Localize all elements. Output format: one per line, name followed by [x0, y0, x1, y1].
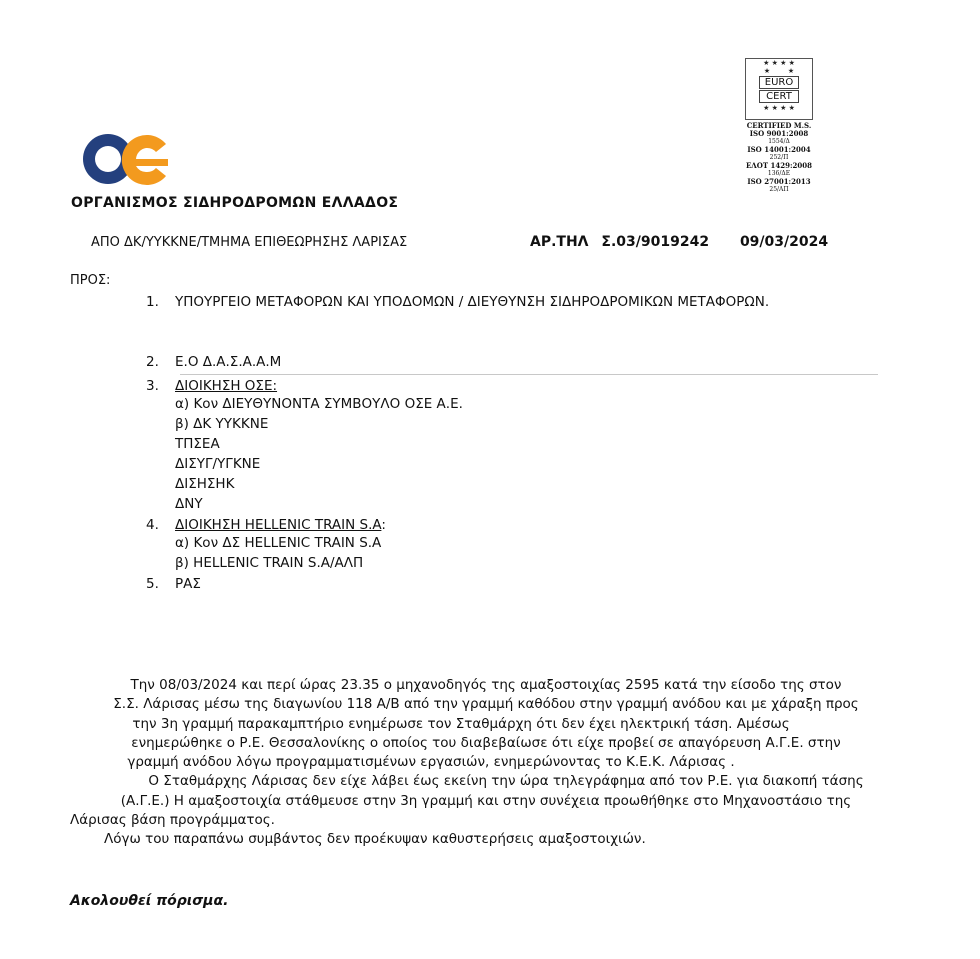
sender-line: ΑΠΟ ΔΚ/ΥΥΚΚΝΕ/ΤΜΗΜΑ ΕΠΙΘΕΩΡΗΣΗΣ ΛΑΡΙΣΑΣ [91, 235, 408, 250]
cert-line: 252/Π [769, 154, 789, 161]
recipient-subitem: β) HELLENIC TRAIN S.A/ΑΛΠ [175, 555, 364, 571]
to-label: ΠΡΟΣ: [70, 273, 111, 288]
recipient-number: 2. [146, 354, 159, 370]
stars-icon: ★ ★ ★ ★ [763, 104, 795, 112]
body-line: ενημερώθηκε ο Ρ.Ε. Θεσσαλονίκης ο οποίος του διαβεβαίωσε ότι είχε προβεί σε απαγόρευση Α.Γ.Ε. στην [131, 734, 841, 751]
recipient-subitem: ΔΝΥ [175, 496, 203, 512]
report-body [66, 676, 906, 850]
ose-logo [76, 128, 172, 194]
recipient-subitem: ΤΠΣΕΑ [175, 436, 220, 452]
body-line: Λόγω του παραπάνω συμβάντος δεν προέκυψαν καθυστερήσεις αμαξοστοιχιών. [104, 831, 646, 848]
body-line: Την 08/03/2024 και περί ώρας 23.35 ο μηχανοδηγός της αμαξοστοιχίας 2595 κατά την είσοδο της στον [130, 677, 842, 693]
cert-list [744, 122, 814, 194]
reference-line [530, 234, 836, 250]
recipient-subitem: α) Κον ΔΣ HELLENIC TRAIN S.A [175, 535, 382, 551]
recipient-suffix: : [381, 517, 386, 533]
badge-bottom: CERT [759, 90, 799, 103]
recipient-number: 3. [146, 378, 159, 394]
cert-line: ΕΛΟΤ 1429:2008 [745, 161, 813, 170]
cert-line: ISO 14001:2004 [747, 145, 811, 154]
cert-line: 1554/Δ [768, 138, 790, 145]
recipient-text: ΔΙΟΙΚΗΣΗ ΟΣΕ: [175, 378, 278, 394]
body-line: Ο Σταθμάρχης Λάρισας δεν είχε λάβει έως εκείνη την ώρα τηλεγράφημα από τον Ρ.Ε. για διακοπή τάσης [148, 773, 864, 790]
recipient-subitem: β) ΔΚ ΥΥΚΚΝΕ [175, 416, 269, 432]
body-line: την 3η γραμμή παρακαμπτήριο ενημέρωσε τον Σταθμάρχη ότι δεν έχει ηλεκτρική τάση. Αμέσως [132, 715, 790, 732]
reference-date: 09/03/2024 [739, 234, 829, 250]
recipient-subitem: α) Κον ΔΙΕΥΘΥΝΟΝΤΑ ΣΥΜΒΟΥΛΟ ΟΣΕ Α.Ε. [175, 396, 463, 412]
stars-icon: ★ ★ ★ ★ ★ ★ [763, 59, 795, 75]
recipient-text: ΡΑΣ [175, 576, 201, 592]
recipient-number: 1. [146, 294, 159, 310]
certification-block [744, 58, 814, 194]
recipient-item [0, 515, 980, 535]
cert-line: 136/ΔΕ [767, 170, 791, 177]
eurocert-badge [745, 58, 813, 120]
cert-line: CERTIFIED M.S. [746, 121, 812, 130]
recipient-item [0, 352, 980, 372]
recipient-item [0, 574, 980, 594]
body-line: (Α.Γ.Ε.) Η αμαξοστοιχία στάθμευσε στην 3η γραμμή και στην συνέχεια προωθήθηκε στο Μηχανοστάσιο της [120, 792, 852, 809]
cert-line: 25/ΑΠ [769, 186, 789, 193]
body-line: γραμμή ανόδου λόγω προγραμματισμένων εργασιών, ενημερώνοντας το Κ.Ε.Κ. Λάρισας . [127, 754, 735, 771]
recipient-text: Ε.Ο Δ.Α.Σ.Α.Α.Μ [175, 354, 282, 370]
recipient-subitem: ΔΙΣΗΣΗΚ [175, 476, 235, 492]
badge-top: EURO [759, 76, 799, 89]
recipient-text-wrap [175, 515, 386, 535]
cert-line: ISO 9001:2008 [749, 129, 809, 138]
reference-label: ΑΡ.ΤΗΛ [530, 234, 589, 250]
conclusion: Ακολουθεί πόρισμα. [70, 893, 229, 909]
body-line: Σ.Σ. Λάρισας μέσω της διαγωνίου 118 Α/Β από την γραμμή καθόδου στην γραμμή ανόδου και με χάραξη προς [113, 696, 859, 713]
body-line: Λάρισας βάση προγράμματος. [70, 812, 275, 829]
reference-number: Σ.03/9019242 [601, 234, 710, 250]
recipient-subitem: ΔΙΣΥΓ/ΥΓΚΝΕ [175, 456, 261, 472]
recipient-text: ΔΙΟΙΚΗΣΗ HELLENIC TRAIN S.A [175, 517, 382, 533]
divider [180, 374, 878, 375]
organization-name: ΟΡΓΑΝΙΣΜΟΣ ΣΙΔΗΡΟΔΡΟΜΩΝ ΕΛΛΑΔΟΣ [71, 195, 399, 211]
recipient-item [0, 376, 980, 396]
cert-line: ISO 27001:2013 [747, 177, 811, 186]
recipient-number: 5. [146, 576, 159, 592]
recipient-item [0, 292, 980, 312]
recipient-text: ΥΠΟΥΡΓΕΙΟ ΜΕΤΑΦΟΡΩΝ ΚΑΙ ΥΠΟΔΟΜΩΝ / ΔΙΕΥΘΥΝΣΗ ΣΙΔΗΡΟΔΡΟΜΙΚΩΝ ΜΕΤΑΦΟΡΩΝ. [175, 294, 770, 310]
recipient-number: 4. [146, 517, 159, 533]
